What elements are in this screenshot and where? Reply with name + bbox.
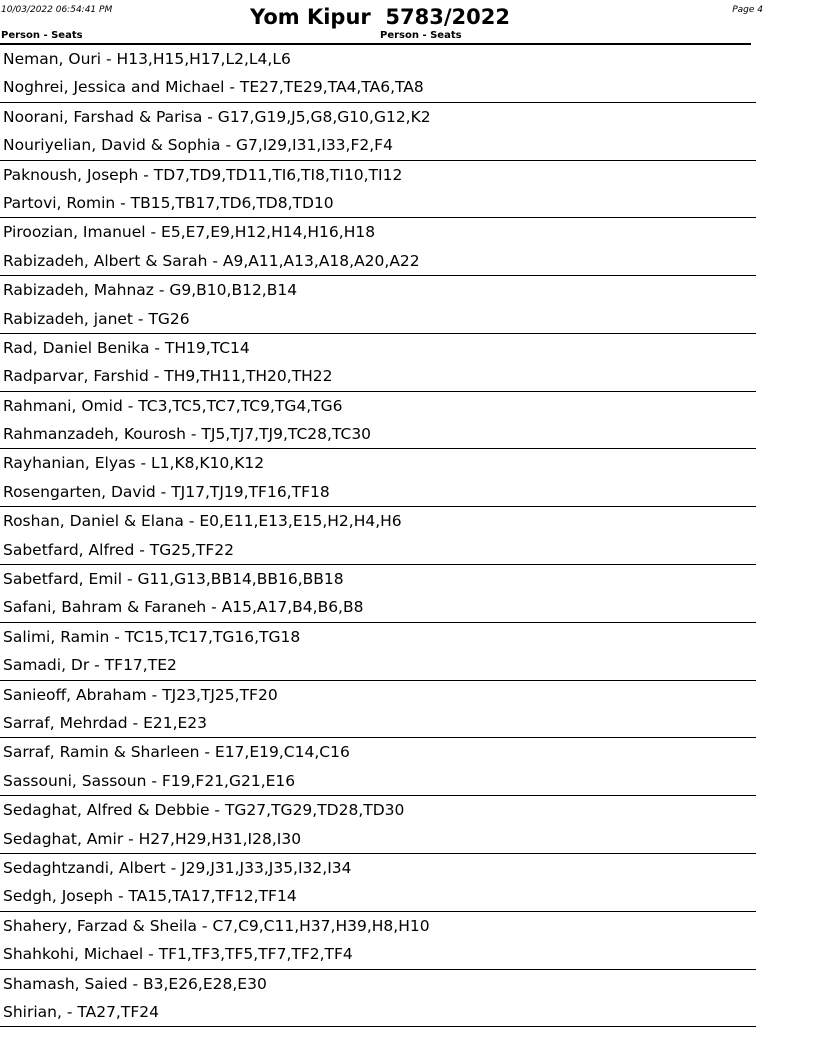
seat-entry: Sarraf, Mehrdad - E21,E23 (3, 713, 208, 732)
entry-pair (0, 623, 756, 681)
seat-entry: Radparvar, Farshid - TH9,TH11,TH20,TH22 (3, 367, 333, 386)
seat-list (0, 45, 756, 1027)
entry-pair (0, 103, 756, 161)
entry-pair (0, 507, 756, 565)
entry-pair (0, 565, 756, 623)
seat-entry: Rabizadeh, Mahnaz - G9,B10,B12,B14 (3, 281, 298, 300)
entry-pair (0, 854, 756, 912)
seat-entry: Sedgh, Joseph - TA15,TA17,TF12,TF14 (3, 887, 297, 906)
seat-entry: Rahmanzadeh, Kourosh - TJ5,TJ7,TJ9,TC28,TC30 (3, 425, 372, 444)
seat-entry: Noorani, Farshad & Parisa - G17,G19,J5,G8,G10,G12,K2 (3, 107, 431, 126)
seat-entry: Paknoush, Joseph - TD7,TD9,TD11,TI6,TI8,TI10,TI12 (3, 165, 403, 184)
seat-entry: Partovi, Romin - TB15,TB17,TD6,TD8,TD10 (3, 193, 334, 212)
seat-entry: Sassouni, Sassoun - F19,F21,G21,E16 (3, 771, 296, 790)
entry-pair (0, 449, 756, 507)
column-header-left: Person - Seats (1, 30, 83, 41)
seat-entry: Shamash, Saied - B3,E26,E28,E30 (3, 974, 267, 993)
entry-pair (0, 161, 756, 219)
entry-pair (0, 276, 756, 334)
seat-entry: Rahmani, Omid - TC3,TC5,TC7,TC9,TG4,TG6 (3, 396, 343, 415)
entry-pair (0, 796, 756, 854)
seat-entry: Sedaghat, Alfred & Debbie - TG27,TG29,TD28,TD30 (3, 801, 405, 820)
seat-entry: Sabetfard, Emil - G11,G13,BB14,BB16,BB18 (3, 570, 344, 589)
seat-entry: Rosengarten, David - TJ17,TJ19,TF16,TF18 (3, 482, 330, 501)
seat-entry: Piroozian, Imanuel - E5,E7,E9,H12,H14,H16,H18 (3, 223, 376, 242)
page-number: Page 4 (732, 5, 763, 15)
entry-pair (0, 218, 756, 276)
seat-entry: Nouriyelian, David & Sophia - G7,I29,I31,I33,F2,F4 (3, 136, 393, 155)
seat-entry: Sanieoff, Abraham - TJ23,TJ25,TF20 (3, 685, 278, 704)
entry-pair (0, 970, 756, 1028)
seat-entry: Samadi, Dr - TF17,TE2 (3, 656, 177, 675)
seat-entry: Rabizadeh, janet - TG26 (3, 309, 190, 328)
column-header-center: Person - Seats (380, 30, 462, 41)
seat-entry: Roshan, Daniel & Elana - E0,E11,E13,E15,H2,H4,H6 (3, 512, 402, 531)
page-title: Yom Kipur 5783/2022 (250, 5, 510, 29)
seat-entry: Rad, Daniel Benika - TH19,TC14 (3, 338, 250, 357)
seat-entry: Rayhanian, Elyas - L1,K8,K10,K12 (3, 454, 265, 473)
entry-pair (0, 45, 756, 103)
entry-pair (0, 912, 756, 970)
entry-pair (0, 392, 756, 450)
seat-entry: Shahery, Farzad & Sheila - C7,C9,C11,H37,H39,H8,H10 (3, 916, 430, 935)
seat-entry: Safani, Bahram & Faraneh - A15,A17,B4,B6,B8 (3, 598, 364, 617)
seat-entry: Sedaghat, Amir - H27,H29,H31,I28,I30 (3, 829, 302, 848)
seat-entry: Sarraf, Ramin & Sharleen - E17,E19,C14,C16 (3, 743, 350, 762)
seat-entry: Neman, Ouri - H13,H15,H17,L2,L4,L6 (3, 50, 291, 68)
seat-entry: Shirian, - TA27,TF24 (3, 1002, 159, 1021)
entry-pair (0, 334, 756, 392)
seat-entry: Sabetfard, Alfred - TG25,TF22 (3, 540, 234, 559)
entry-pair (0, 681, 756, 739)
report-timestamp: 10/03/2022 06:54:41 PM (1, 5, 113, 15)
seat-entry: Noghrei, Jessica and Michael - TE27,TE29,TA4,TA6,TA8 (3, 78, 424, 97)
seat-entry: Sedaghtzandi, Albert - J29,J31,J33,J35,I32,I34 (3, 858, 352, 877)
seat-entry: Salimi, Ramin - TC15,TC17,TG16,TG18 (3, 627, 301, 646)
seat-entry: Rabizadeh, Albert & Sarah - A9,A11,A13,A18,A20,A22 (3, 251, 420, 270)
entry-pair (0, 738, 756, 796)
seat-entry: Shahkohi, Michael - TF1,TF3,TF5,TF7,TF2,TF4 (3, 945, 353, 964)
